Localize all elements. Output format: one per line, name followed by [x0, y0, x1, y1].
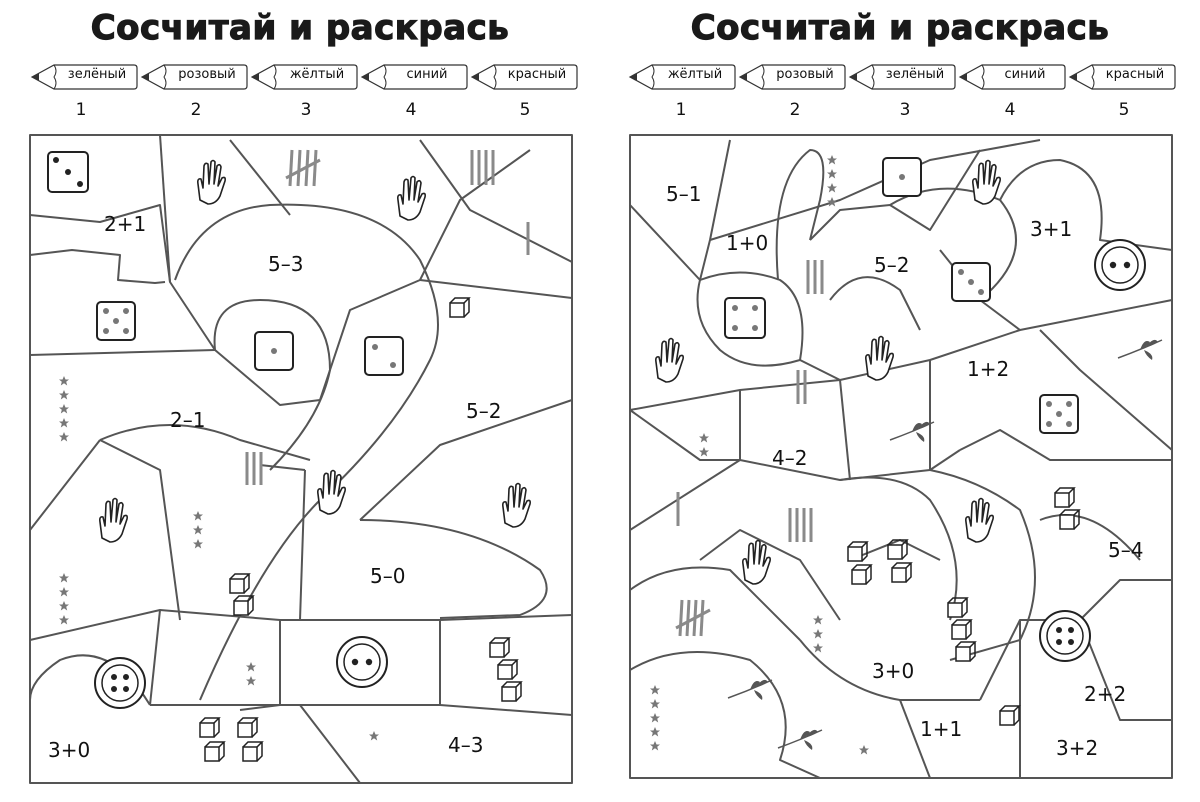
legend-number: 1: [75, 100, 87, 120]
stars-icon: [59, 573, 69, 625]
tally-marks-icon: [798, 370, 805, 404]
legend-color-name: синий: [406, 67, 448, 82]
expression-label: 2–1: [170, 408, 206, 432]
stars-icon: [193, 511, 203, 549]
expression-label: 5–1: [666, 182, 702, 206]
tally-marks-icon: [790, 508, 811, 542]
hand-icon: [743, 541, 770, 585]
expression-label: 1+0: [726, 231, 769, 255]
cubes-icon: [948, 598, 975, 661]
hand-icon: [198, 161, 225, 205]
hand-icon: [318, 471, 345, 515]
legend-number: 3: [300, 100, 312, 120]
dice-icon: [952, 263, 990, 301]
expression-label: 5–3: [268, 252, 304, 276]
hand-icon: [100, 499, 127, 543]
expression-label: 2+1: [104, 212, 147, 236]
button-icon: [1040, 611, 1090, 661]
tally-marks-icon: [286, 150, 320, 186]
dice-icon: [255, 332, 293, 370]
legend-color-name: синий: [1004, 67, 1046, 82]
legend-number: 5: [519, 100, 531, 120]
hand-icon: [656, 339, 683, 383]
button-icon: [95, 658, 145, 708]
button-icon: [337, 637, 387, 687]
legend-color-name: розовый: [178, 67, 236, 82]
stars-icon: [369, 731, 379, 741]
expression-label: 3+1: [1030, 217, 1073, 241]
cubes-icon: [450, 298, 469, 317]
hand-icon: [866, 337, 893, 381]
stars-icon: [859, 745, 869, 755]
legend-color-name: зелёный: [67, 67, 127, 82]
cubes-icon: [200, 718, 262, 761]
hand-icon: [398, 177, 425, 221]
dice-icon: [97, 302, 135, 340]
expression-label: 1+1: [920, 717, 963, 741]
expression-label: 5–2: [466, 399, 502, 423]
legend-number: 4: [1004, 100, 1016, 120]
hand-icon: [966, 499, 993, 543]
right-worksheet: [600, 0, 1200, 802]
leaf-icon: [1118, 340, 1162, 360]
stars-icon: [246, 662, 256, 686]
cubes-icon: [230, 574, 253, 615]
legend-color-name: жёлтый: [667, 67, 723, 82]
expression-label: 3+0: [872, 659, 915, 683]
cubes-icon: [1000, 706, 1019, 725]
dice-icon: [48, 152, 88, 192]
expression-label: 5–4: [1108, 538, 1144, 562]
expression-label: 4–2: [772, 446, 808, 470]
stars-icon: [650, 685, 660, 751]
legend-color-name: красный: [507, 67, 567, 82]
stars-icon: [59, 376, 69, 442]
tally-marks-icon: [808, 260, 822, 294]
cubes-icon: [848, 540, 911, 584]
dice-icon: [883, 158, 921, 196]
stars-icon: [813, 615, 823, 653]
legend-color-name: красный: [1105, 67, 1165, 82]
legend-number: 2: [789, 100, 801, 120]
stars-icon: [699, 433, 709, 457]
hand-icon: [503, 484, 530, 528]
legend-number: 3: [899, 100, 911, 120]
cubes-icon: [490, 638, 521, 701]
stars-icon: [827, 155, 837, 207]
legend-color-name: жёлтый: [289, 67, 345, 82]
expression-label: 5–2: [874, 253, 910, 277]
legend-number: 1: [675, 100, 687, 120]
expression-label: 3+2: [1056, 736, 1099, 760]
expression-label: 4–3: [448, 733, 484, 757]
worksheet-title: Сосчитай и раскрась: [90, 8, 510, 48]
expression-label: 2+2: [1084, 682, 1127, 706]
button-icon: [1095, 240, 1145, 290]
expression-label: 1+2: [967, 357, 1010, 381]
legend-color-name: розовый: [776, 67, 834, 82]
legend-number: 5: [1118, 100, 1130, 120]
cubes-icon: [1055, 488, 1079, 529]
legend-number: 4: [405, 100, 417, 120]
coloring-board: [600, 0, 1200, 802]
dice-icon: [725, 298, 765, 338]
legend-color-name: зелёный: [885, 67, 945, 82]
expression-label: 3+0: [48, 738, 91, 762]
tally-marks-icon: [676, 600, 710, 636]
tally-marks-icon: [247, 452, 261, 485]
dice-icon: [1040, 395, 1078, 433]
leaf-icon: [728, 680, 772, 700]
legend-number: 2: [190, 100, 202, 120]
expression-label: 5–0: [370, 564, 406, 588]
worksheet-title: Сосчитай и раскрась: [690, 8, 1110, 48]
dice-icon: [365, 337, 403, 375]
leaf-icon: [890, 422, 934, 442]
